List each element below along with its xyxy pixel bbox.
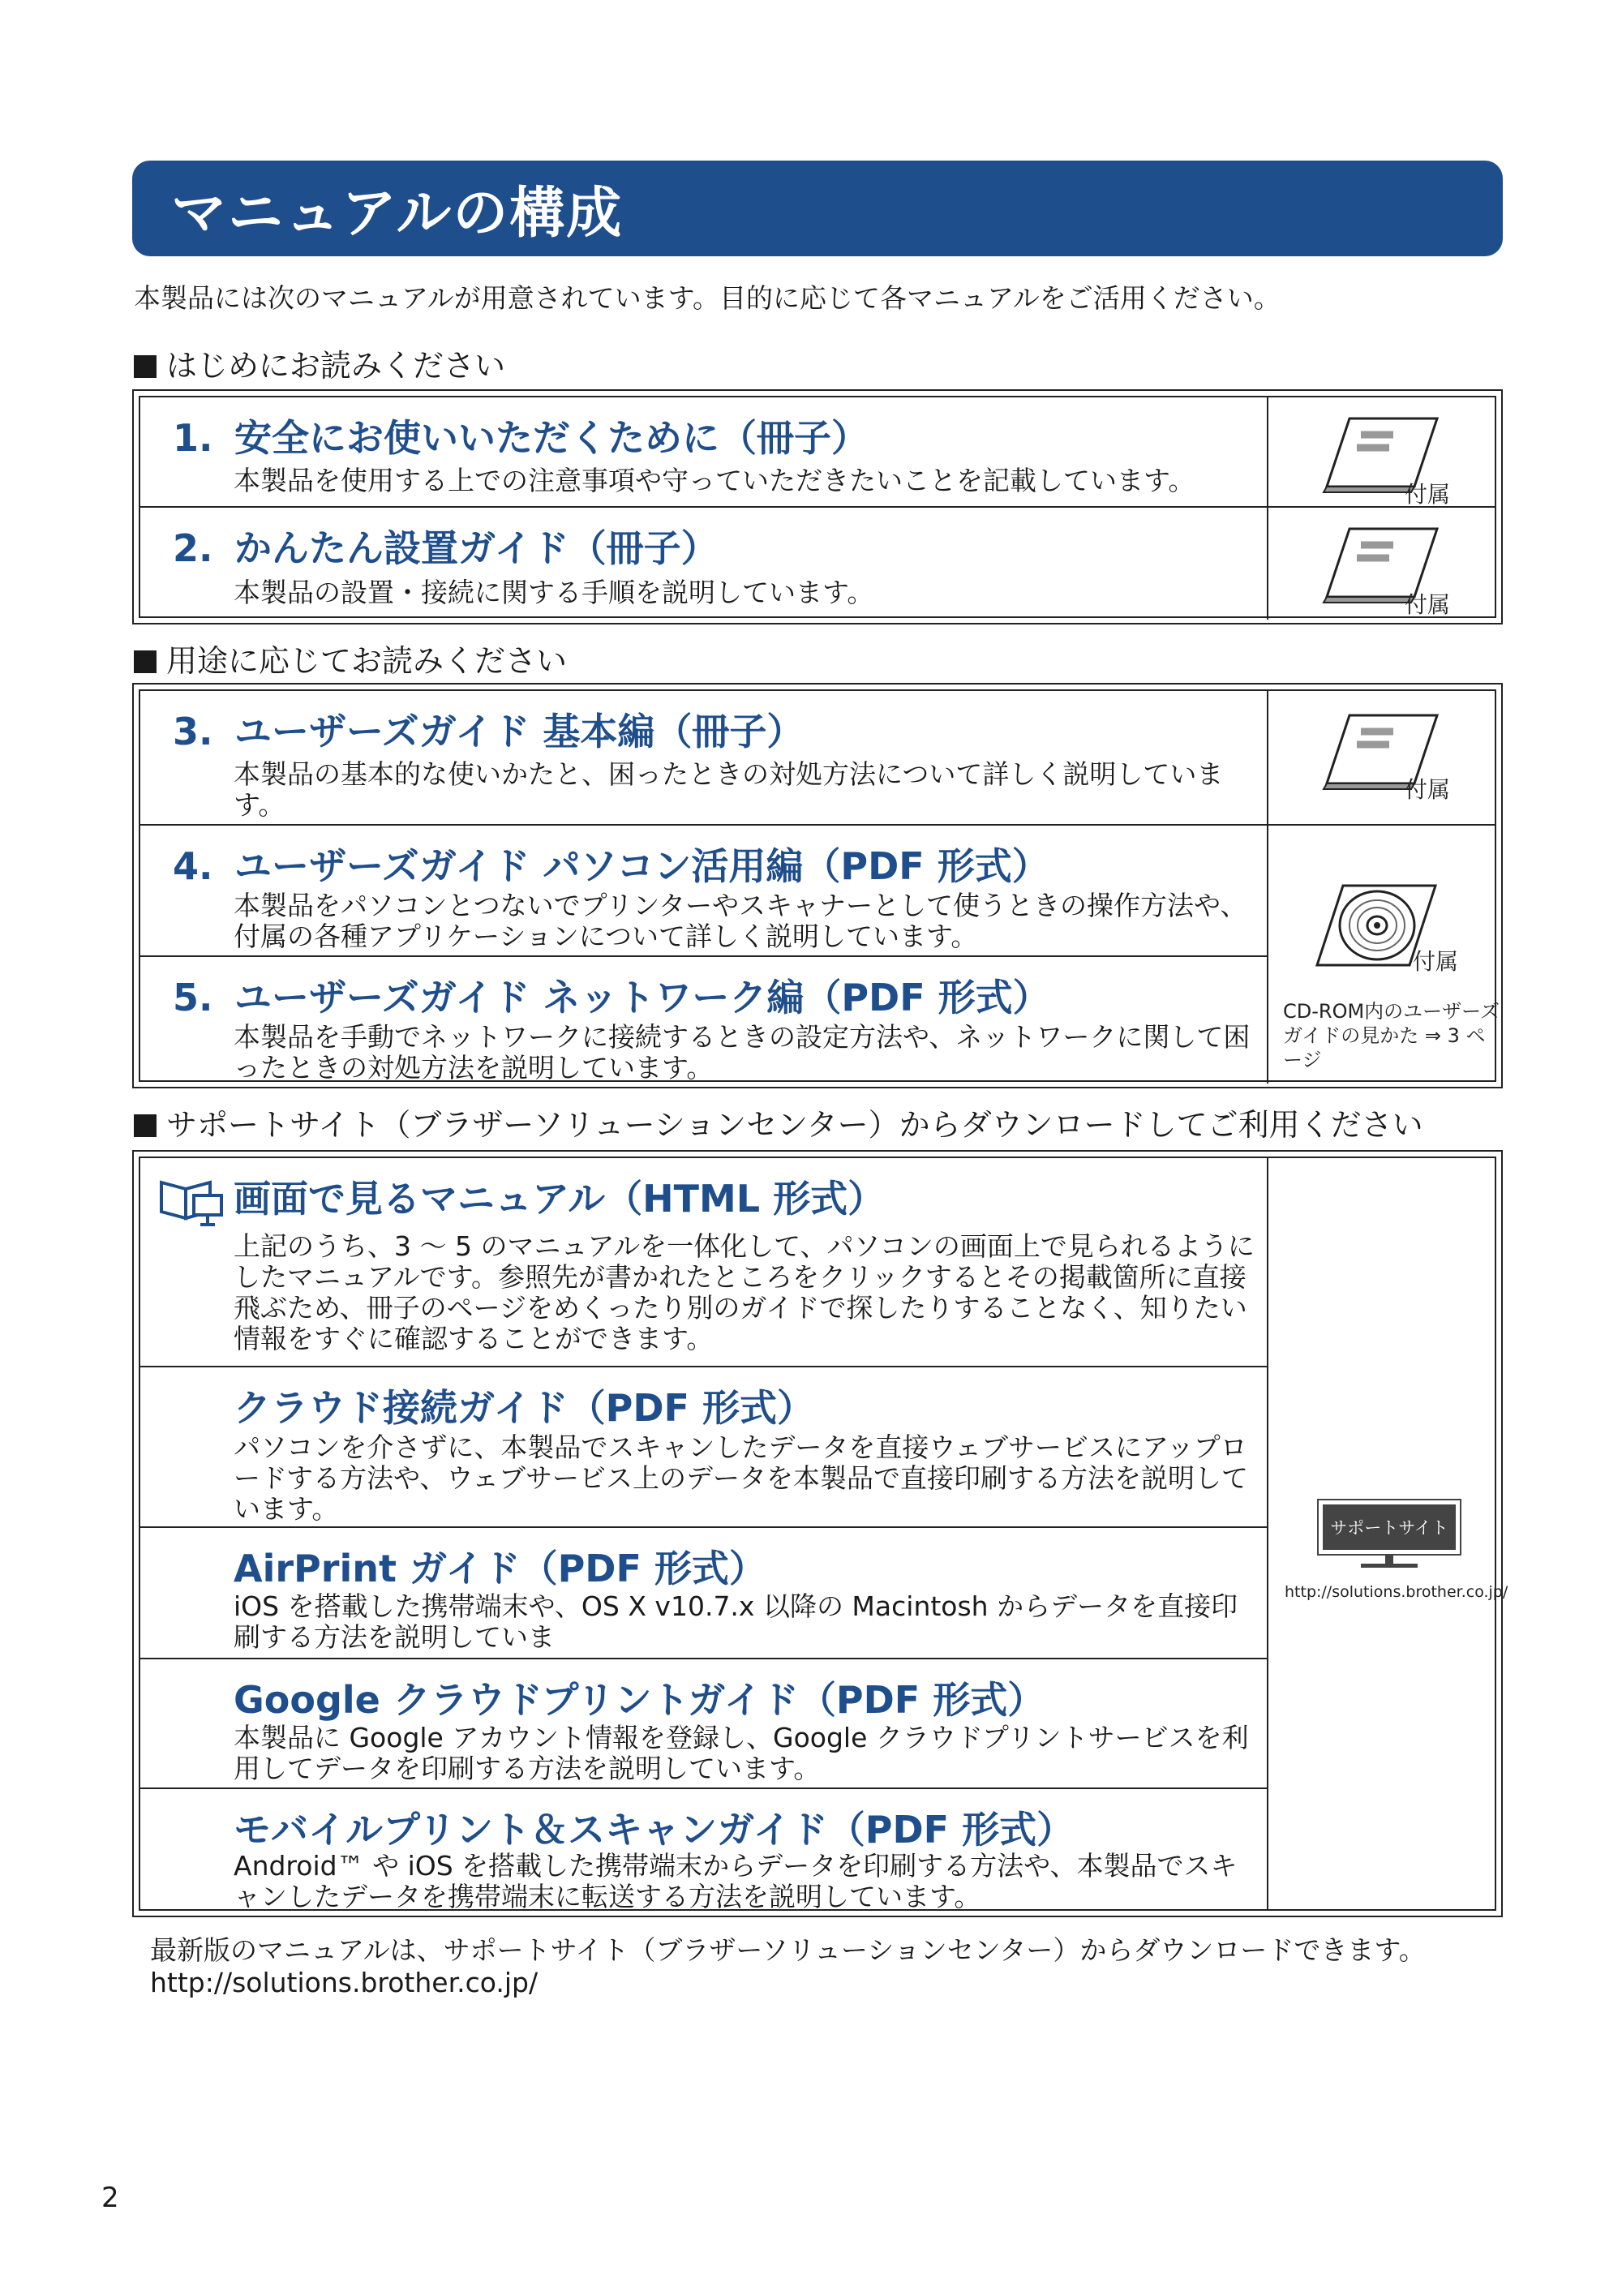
manual-box-inner <box>139 689 1500 1084</box>
manual-desc: 本製品に Google アカウント情報を登録し、Google クラウドプリントサービスを利用してデータを印刷する方法を説明しています。 <box>234 1722 1249 1784</box>
manual-box-inner <box>139 1157 1508 1912</box>
included-label: 付属 <box>1405 481 1451 508</box>
section-heading-label: はじめにお読みください <box>166 348 506 384</box>
manual-row-4 <box>140 826 1267 957</box>
included-label: 付属 <box>1405 591 1451 618</box>
manual-title: 3. ユーザーズガイド 基本編（冊子） <box>173 710 805 753</box>
manual-row-1 <box>140 397 1267 508</box>
manual-row-5 <box>140 957 1267 1084</box>
manual-title: Google クラウドプリントガイド（PDF 形式） <box>234 1678 1045 1722</box>
manual-box-inner <box>139 396 1496 618</box>
manual-box-3 <box>132 1150 1508 1917</box>
support-url[interactable]: http://solutions.brother.co.jp/ <box>1285 1583 1508 1601</box>
manual-desc: 本製品を使用する上での注意事項や守っていただきたいことを記載しています。 <box>234 465 1195 496</box>
manual-title: モバイルプリント＆スキャンガイド（PDF 形式） <box>234 1808 1075 1852</box>
side-cell-booklet-1 <box>1267 397 1495 508</box>
manual-desc: 上記のうち、3 ～ 5 のマニュアルを一体化して、パソコンの画面上で見られるようにしたマニュアルです。参照先が書かれたところをクリックするとその掲載箇所に直接飛ぶため、冊子のページをめくったり別のガイドで探したりすることなく、知りたい情報をすぐに確認することができます。 <box>234 1230 1255 1354</box>
footer-note-text: 最新版のマニュアルは、サポートサイト（ブラザーソリューションセンター）からダウンロードできます。 <box>150 1934 1426 1966</box>
manual-title: 画面で見るマニュアル（HTML 形式） <box>234 1177 886 1221</box>
side-cell-support <box>1267 1158 1508 1909</box>
square-bullet-icon <box>134 1114 157 1137</box>
page-number: 2 <box>101 2182 119 2214</box>
manual-desc: 本製品の基本的な使いかたと、困ったときの対処方法について詳しく説明しています。 <box>234 758 1224 821</box>
manual-row-3 <box>140 691 1267 826</box>
section-heading-3 <box>134 1100 1423 1144</box>
manual-desc: 本製品を手動でネットワークに接続するときの設定方法や、ネットワークに関して困ったときの対処方法を説明しています。 <box>234 1021 1251 1084</box>
html-manual-icon <box>157 1178 225 1230</box>
manual-title: 4. ユーザーズガイド パソコン活用編（PDF 形式） <box>173 844 1049 888</box>
title-banner <box>132 161 1503 256</box>
intro-text: 本製品には次のマニュアルが用意されています。目的に応じて各マニュアルをご活用ください。 <box>134 282 1281 314</box>
manual-box-2 <box>132 683 1503 1088</box>
support-site-label: サポートサイト <box>1323 1504 1456 1550</box>
footer-url[interactable]: http://solutions.brother.co.jp/ <box>150 1967 539 1998</box>
monitor-icon <box>1317 1499 1461 1569</box>
square-bullet-icon <box>134 650 157 673</box>
manual-desc: パソコンを介さずに、本製品でスキャンしたデータを直接ウェブサービスにアップロードする方法や、ウェブサービス上のデータを本製品で直接印刷する方法を説明しています。 <box>234 1431 1249 1525</box>
side-cell-booklet-3 <box>1267 691 1495 826</box>
manual-title: クラウド接続ガイド（PDF 形式） <box>234 1386 814 1430</box>
manual-desc: iOS を搭載した携帯端末や、OS X v10.7.x 以降の Macintosh からデータを直接印刷する方法を説明していま <box>234 1590 1238 1653</box>
manual-desc: 本製品の設置・接続に関する手順を説明しています。 <box>234 577 874 608</box>
section-heading-2 <box>134 636 567 680</box>
included-label: 付属 <box>1413 948 1459 975</box>
manual-desc: 本製品をパソコンとつないでプリンターやスキャナーとして使うときの操作方法や、付属の各種アプリケーションについて詳しく説明しています。 <box>234 890 1247 952</box>
side-cell-booklet-2 <box>1267 508 1495 620</box>
cd-rom-caption: CD-ROM内のユーザーズガイドの見かた ⇒ 3 ページ <box>1283 1000 1500 1071</box>
manual-row-html <box>140 1158 1267 1367</box>
manual-title: AirPrint ガイド（PDF 形式） <box>234 1547 766 1590</box>
section-heading-1 <box>134 341 505 385</box>
manual-desc: Android™ や iOS を搭載した携帯端末からデータを印刷する方法や、本製品でスキャンしたデータを携帯端末に転送する方法を説明しています。 <box>234 1850 1238 1912</box>
manual-row-cloud <box>140 1367 1267 1528</box>
side-cell-cdrom <box>1267 826 1500 1084</box>
manual-box-1 <box>132 389 1503 624</box>
footer-note <box>150 1934 1426 1999</box>
square-bullet-icon <box>134 355 157 378</box>
page-title: マニュアルの構成 <box>171 181 624 246</box>
manual-row-google <box>140 1659 1267 1789</box>
manual-row-airprint <box>140 1528 1267 1659</box>
manual-title: 2. かんたん設置ガイド（冊子） <box>173 526 719 570</box>
section-heading-label: サポートサイト（ブラザーソリューションセンター）からダウンロードしてご利用ください <box>166 1107 1423 1143</box>
manual-title: 5. ユーザーズガイド ネットワーク編（PDF 形式） <box>173 976 1050 1019</box>
included-label: 付属 <box>1405 776 1451 803</box>
manual-row-2 <box>140 508 1267 620</box>
manual-row-mobile <box>140 1789 1267 1912</box>
manual-title: 1. 安全にお使いいただくために（冊子） <box>173 416 869 460</box>
section-heading-label: 用途に応じてお読みください <box>166 643 568 679</box>
